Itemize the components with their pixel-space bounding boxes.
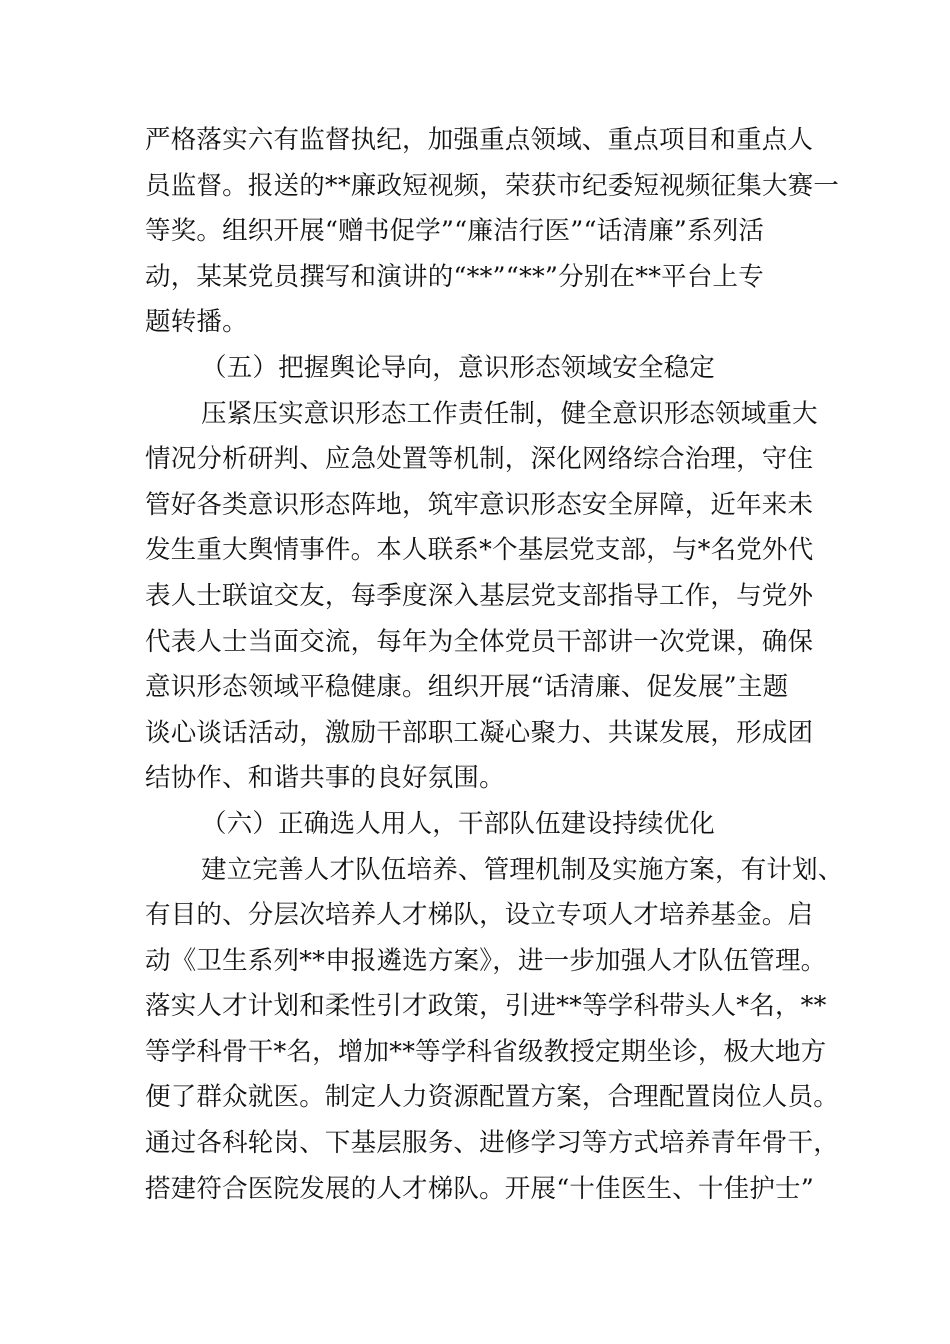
text-line: 动《卫生系列**申报遴选方案》，进一步加强人才队伍管理。	[145, 945, 827, 976]
text-line: 表人士联谊交友，每季度深入基层党支部指导工作，与党外	[145, 580, 814, 611]
text-line: 落实人才计划和柔性引才政策，引进**等学科带头人*名，**	[145, 991, 827, 1022]
section-heading: （五）把握舆论导向，意识形态领域安全稳定	[201, 352, 716, 383]
text-line: 通过各科轮岗、下基层服务、进修学习等方式培养青年骨干，	[145, 1128, 839, 1159]
text-line: 压紧压实意识形态工作责任制，健全意识形态领域重大	[201, 398, 818, 429]
text-line: 发生重大舆情事件。本人联系*个基层党支部，与*名党外代	[145, 535, 814, 566]
text-line: 等学科骨干*名，增加**等学科省级教授定期坐诊，极大地方	[145, 1036, 827, 1067]
text-line: 有目的、分层次培养人才梯队，设立专项人才培养基金。启	[145, 900, 814, 931]
text-line: 严格落实六有监督执纪，加强重点领域、重点项目和重点人	[145, 125, 814, 155]
text-line: 管好各类意识形态阵地，筑牢意识形态安全屏障，近年来未	[145, 489, 814, 520]
text-line: 谈心谈话活动，激励干部职工凝心聚力、共谋发展，形成团	[145, 717, 814, 748]
text-line: 动，某某党员撰写和演讲的“**”“**”分别在**平台上专	[145, 261, 764, 292]
text-line: 员监督。报送的**廉政短视频，荣获市纪委短视频征集大赛一	[145, 170, 840, 201]
text-line: 建立完善人才队伍培养、管理机制及实施方案，有计划、	[201, 854, 844, 885]
text-line: 等奖。组织开展“赠书促学”“廉洁行医”“话清廉”系列活	[145, 216, 765, 247]
text-line: 便了群众就医。制定人力资源配置方案，合理配置岗位人员。	[145, 1082, 839, 1113]
text-line: 情况分析研判、应急处置等机制，深化网络综合治理，守住	[145, 444, 814, 475]
text-line: 代表人士当面交流，每年为全体党员干部讲一次党课，确保	[145, 626, 814, 657]
text-line: 意识形态领域平稳健康。组织开展“话清廉、促发展”主题	[145, 672, 789, 703]
text-line: 结协作、和谐共事的良好氛围。	[145, 763, 505, 794]
section-heading: （六）正确选人用人，干部队伍建设持续优化	[201, 808, 716, 839]
text-line: 搭建符合医院发展的人才梯队。开展“十佳医生、十佳护士”	[145, 1173, 814, 1204]
text-line: 题转播。	[145, 307, 248, 338]
document-body	[145, 118, 844, 1212]
